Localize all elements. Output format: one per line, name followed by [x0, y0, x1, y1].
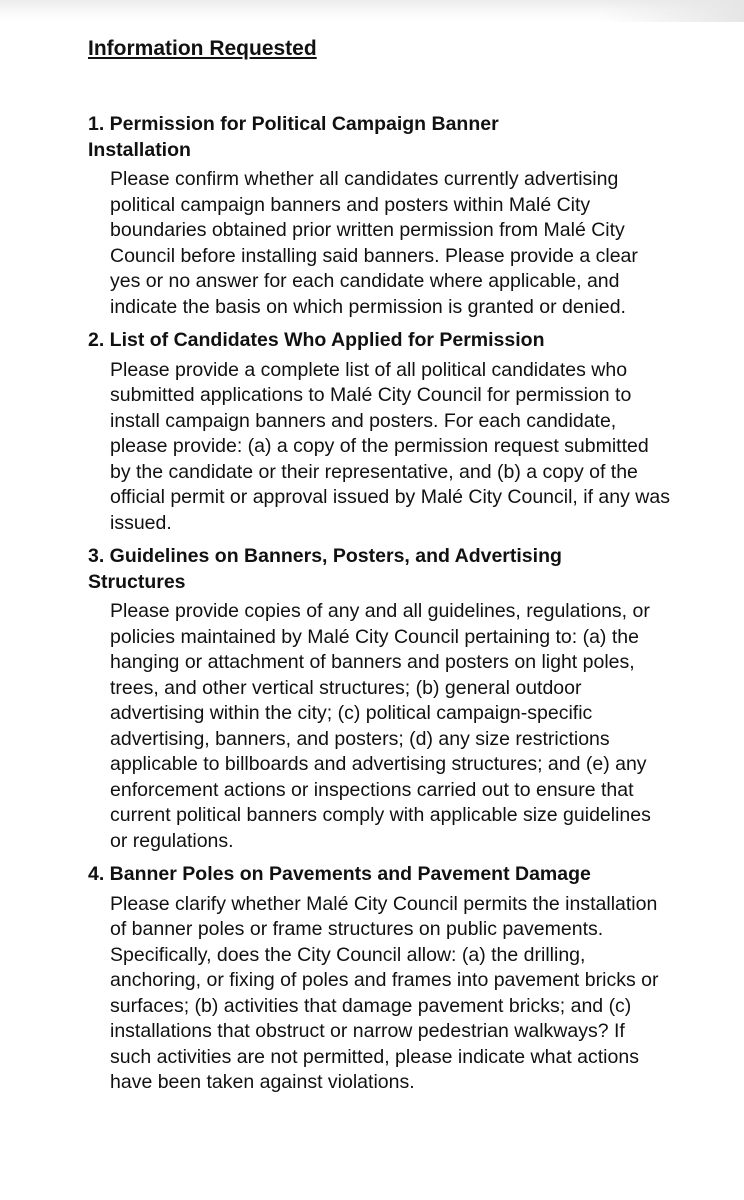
request-item-permission — [88, 112, 668, 320]
request-item-body: Please confirm whether all candidates currently advertising political campaign banners and posters within Malé City boundaries obtained prior written permission from Malé City Council before installing said banners. Please provide a clear yes or no answer for each candidate where applicable, and indicate the basis on which permission is granted or denied. — [110, 168, 638, 318]
top-edge-shadow — [0, 0, 744, 22]
request-item-candidate-list — [88, 328, 668, 536]
request-item-body: Please clarify whether Malé City Council permits the installation of banner poles or frame structures on public pavements. Specifically, does the City Council allow: (a) the drilling, anchoring, or fixing of poles and frames into pavement bricks or surfaces; (b) activities that damage pavement bricks; and (c) installations that obstruct or narrow pedestrian walkways? If such activities are not permitted, please indicate what actions have been taken against violations. — [110, 892, 659, 1093]
request-item-title: 2. List of Candidates Who Applied for Permission — [88, 329, 545, 351]
section-heading: Information Requested — [88, 37, 317, 60]
request-item-title: 1. Permission for Political Campaign Banner Installation — [88, 113, 499, 161]
request-item-body: Please provide a complete list of all political candidates who submitted applications to Malé City Council for permission to install campaign banners and posters. For each candidate, please provide: (a) a copy of the permission request submitted by the candidate or their representative, and (b) a copy of the official permit or approval issued by Malé City Council, if any was issued. — [110, 358, 670, 534]
request-item-title: 3. Guidelines on Banners, Posters, and Advertising Structures — [88, 545, 562, 593]
request-item-banner-poles — [88, 862, 668, 1096]
request-list — [88, 112, 668, 1096]
request-item-guidelines — [88, 544, 668, 854]
request-item-title: 4. Banner Poles on Pavements and Pavement Damage — [88, 863, 591, 885]
document-page — [88, 34, 668, 1104]
request-item-body: Please provide copies of any and all guidelines, regulations, or policies maintained by Malé City Council pertaining to: (a) the hanging or attachment of banners and posters on light poles, trees, and other vertical structures; (b) general outdoor advertising within the city; (c) political campaign-specific advertising, banners, and posters; (d) any size restrictions applicable to billboards and advertising structures; and (e) any enforcement actions or inspections carried out to ensure that current political banners comply with applicable size guidelines or regulations. — [110, 600, 651, 852]
